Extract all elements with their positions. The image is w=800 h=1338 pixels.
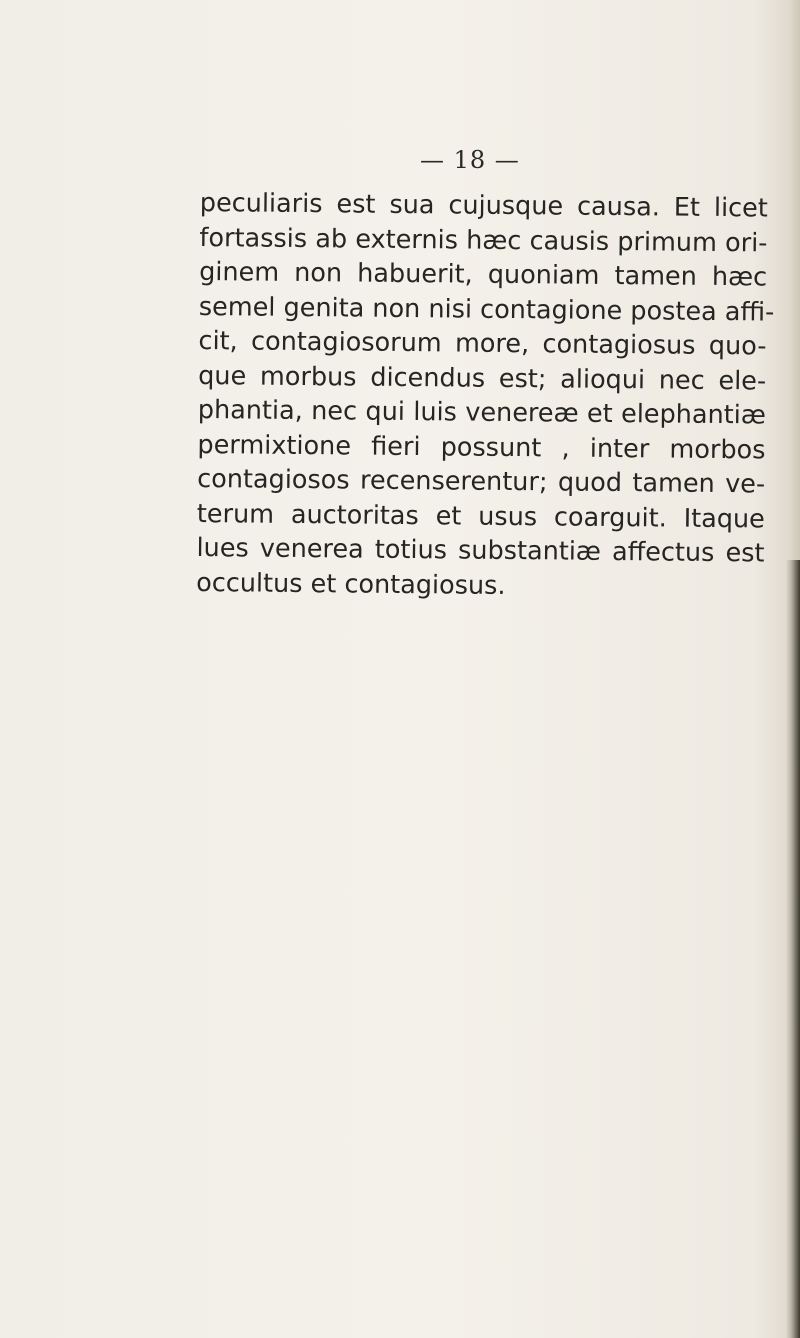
text-line: occultus et contagiosus. xyxy=(196,567,506,601)
text-line: fortassis ab externis hæc causis primum ori- xyxy=(199,222,768,258)
page-number: — 18 — xyxy=(420,146,520,174)
text-line: ginem non habuerit, quoniam tamen hæc xyxy=(199,256,768,293)
text-line: que morbus dicendus est; alioqui nec ele- xyxy=(198,360,767,396)
text-line: phantia, nec qui luis venereæ et elephantiæ xyxy=(197,394,766,431)
text-line: permixtione fieri possunt , inter morbos xyxy=(197,429,766,465)
text-line: semel genita non nisi contagione postea affi- xyxy=(198,291,775,328)
text-line: contagiosos recenserentur; quod tamen ve- xyxy=(197,463,766,500)
text-line: cit, contagiosorum more, contagiosus quo- xyxy=(198,325,767,362)
text-line: peculiaris est sua cujusque causa. Et licet xyxy=(199,187,768,224)
text-line: terum auctoritas et usus coarguit. Itaque xyxy=(196,498,765,534)
text-line: lues venerea totius substantiæ affectus est xyxy=(196,532,765,569)
body-paragraph xyxy=(196,186,775,605)
page-edge-shadow xyxy=(786,560,800,1338)
page-edge-light xyxy=(790,0,800,560)
